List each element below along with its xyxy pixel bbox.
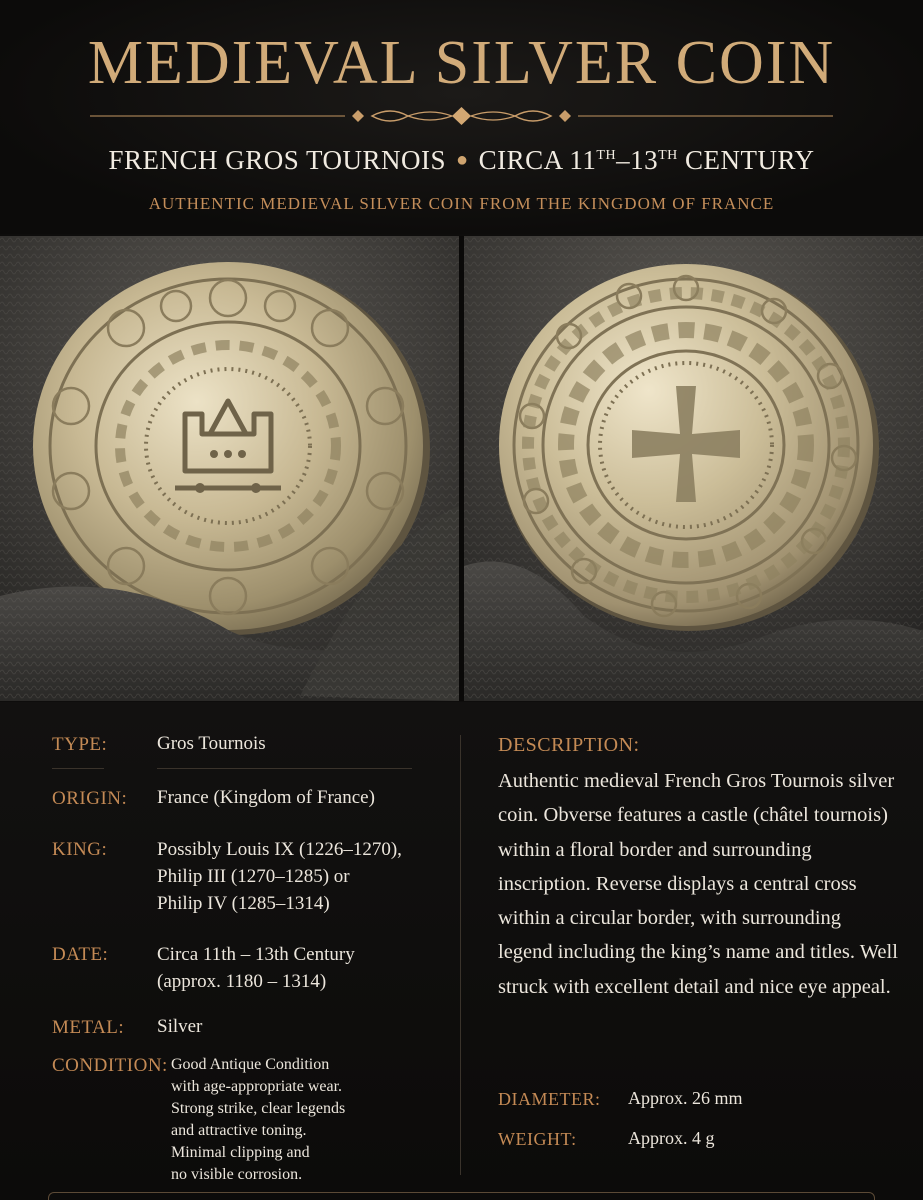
coin-obverse-image	[0, 236, 459, 701]
metal-value: Silver	[157, 1016, 203, 1037]
metal-label: METAL:	[52, 1017, 125, 1038]
type-value: Gros Tournois	[157, 733, 266, 754]
condition-label: CONDITION:	[52, 1055, 168, 1076]
coin-reverse-photo	[464, 236, 923, 701]
condition-value: Good Antique Condition with age-appropriate wear. Strong strike, clear legends and attractive toning. Minimal clipping and no visible corrosion.	[171, 1056, 346, 1183]
subtitle-coin-name: FRENCH GROS TOURNOIS	[108, 145, 447, 175]
separator-line	[157, 768, 412, 769]
tagline: AUTHENTIC MEDIEVAL SILVER COIN FROM THE KINGDOM OF FRANCE	[148, 194, 775, 213]
origin-value: France (Kingdom of France)	[157, 787, 375, 808]
type-label: TYPE:	[52, 734, 108, 755]
separator-line	[52, 768, 104, 769]
bottom-frame	[48, 1192, 875, 1200]
description-label: DESCRIPTION:	[498, 734, 640, 756]
weight-value: Approx. 4 g	[628, 1128, 715, 1148]
subtitle-era	[479, 145, 815, 175]
era-word: CENTURY	[677, 145, 815, 175]
header	[0, 0, 923, 234]
bullet-dot-icon: ●	[456, 149, 469, 171]
date-label: DATE:	[52, 944, 109, 965]
subtitle	[0, 145, 923, 176]
column-divider	[460, 735, 461, 1175]
weight-label: WEIGHT:	[498, 1129, 577, 1149]
description-text: Authentic medieval French Gros Tournois silver coin. Obverse features a castle (châtel tournois) within a floral border and surrounding inscription. Reverse displays a central cross within a circular border, with surrounding legend including the king’s name and titles. Well struck with excellent detail and nice eye appeal.	[498, 770, 898, 998]
page-title: MEDIEVAL SILVER COIN	[87, 29, 836, 97]
date-value: Circa 11th – 13th Century (approx. 1180 – 1314)	[157, 944, 355, 992]
coin-obverse-photo	[0, 236, 459, 701]
era-end: –13	[616, 145, 659, 175]
era-end-suffix: TH	[658, 148, 678, 163]
ornament-divider-icon	[90, 104, 833, 128]
coin-reverse-image	[464, 236, 923, 701]
king-value: Possibly Louis IX (1226–1270), Philip III (1270–1285) or Philip IV (1285–1314)	[157, 839, 402, 914]
diameter-label: DIAMETER:	[498, 1089, 601, 1109]
era-start: CIRCA 11	[478, 145, 597, 175]
origin-label: ORIGIN:	[52, 788, 128, 809]
diameter-value: Approx. 26 mm	[628, 1088, 743, 1108]
era-start-suffix: TH	[596, 148, 617, 163]
king-label: KING:	[52, 839, 108, 860]
